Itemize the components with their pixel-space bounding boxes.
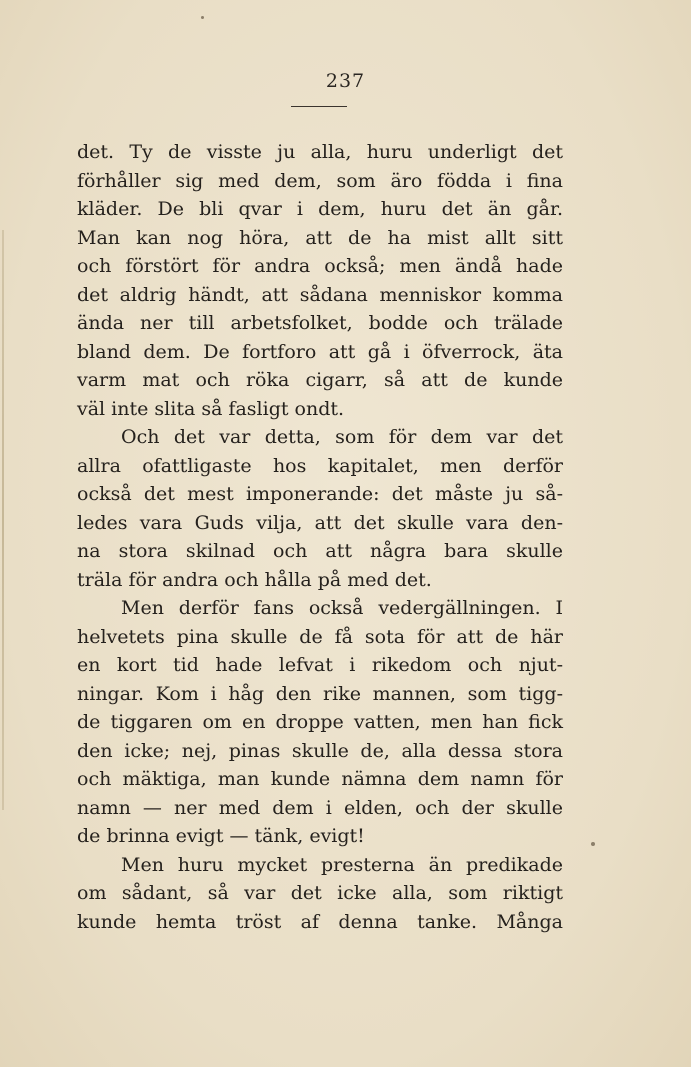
paragraph-start-line: Och det var detta, som för dem var det: [121, 426, 563, 448]
body-text: [77, 138, 563, 936]
text-line: na stora skilnad och att några bara skulle: [77, 540, 563, 562]
text-line: den icke; nej, pinas skulle de, alla dessa stora: [77, 739, 563, 762]
text-line: namn — ner med dem i elden, och der skulle: [77, 796, 563, 819]
text-line: de brinna evigt — tänk, evigt!: [77, 825, 365, 847]
text-line: en kort tid hade lefvat i rikedom och njut-: [77, 654, 563, 676]
text-line: träla för andra och hålla på med det.: [77, 568, 432, 591]
page-number: 237: [325, 70, 366, 92]
text-line: förhåller sig med dem, som äro födda i fina: [77, 169, 563, 192]
text-line: och förstört för andra också; men ändå hade: [77, 255, 563, 277]
text-line: det. Ty de visste ju alla, huru underligt det: [77, 141, 563, 163]
text-line: också det mest imponerande: det måste ju så-: [77, 483, 563, 505]
text-line: helvetets pina skulle de få sota för att de här: [77, 625, 563, 648]
header-rule: [291, 106, 347, 107]
text-line: om sådant, så var det icke alla, som riktigt: [77, 882, 563, 904]
text-line: varm mat och röka cigarr, så att de kunde: [77, 369, 563, 391]
text-line: allra ofattligaste hos kapitalet, men derför: [77, 454, 563, 477]
text-line: bland dem. De fortforo att gå i öfverrock, äta: [77, 340, 563, 363]
text-line: ningar. Kom i håg den rike mannen, som tigg-: [77, 682, 563, 705]
paper-speck: [201, 16, 204, 19]
paragraph-start-line: Men huru mycket presterna än predikade: [121, 853, 563, 876]
text-line: kläder. De bli qvar i dem, huru det än går.: [77, 198, 563, 220]
text-line: de tiggaren om en droppe vatten, men han fick: [77, 711, 563, 733]
text-line: och mäktiga, man kunde nämna dem namn för: [77, 768, 563, 790]
page-gutter-shadow: [2, 230, 4, 810]
text-line: ledes vara Guds vilja, att det skulle vara den-: [77, 511, 563, 534]
text-line: ända ner till arbetsfolket, bodde och trälade: [77, 312, 563, 334]
paragraph-start-line: Men derför fans också vedergällningen. I: [121, 597, 563, 619]
text-line: väl inte slita så fasligt ondt.: [77, 397, 345, 420]
paper-speck: [591, 842, 595, 846]
text-line: Man kan nog höra, att de ha mist allt sitt: [77, 226, 563, 249]
text-line: kunde hemta tröst af denna tanke. Många: [77, 910, 563, 933]
text-line: det aldrig händt, att sådana menniskor komma: [77, 283, 563, 306]
